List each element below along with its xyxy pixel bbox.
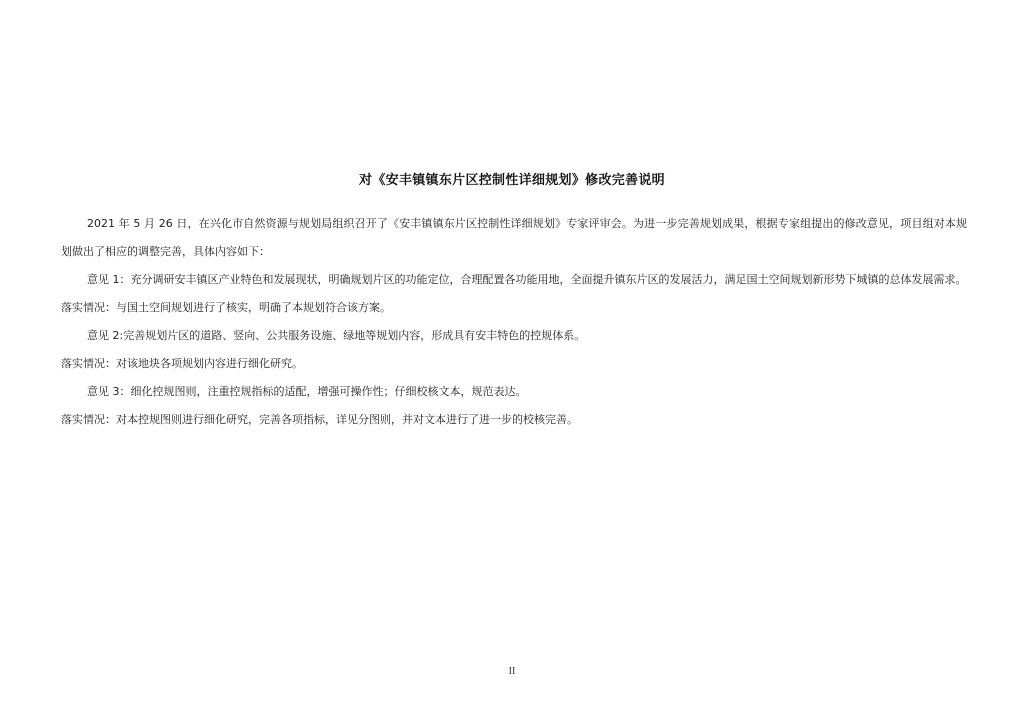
response-2-paragraph: 落实情况：对该地块各项规划内容进行细化研究。 [61,357,303,370]
opinion-1-paragraph: 意见 1：充分调研安丰镇区产业特色和发展现状，明确规划片区的功能定位，合理配置各功能用地，全面提升镇东片区的发展活力，满足国土空间规划新形势下城镇的总体发展需求。 [87,273,967,286]
response-1-paragraph: 落实情况：与国土空间规划进行了核实，明确了本规划符合该方案。 [61,301,391,314]
document-body [61,210,967,434]
opinion-3-paragraph: 意见 3：细化控规图则，注重控规指标的适配，增强可操作性；仔细校核文本，规范表达。 [87,385,527,398]
opinion-2-paragraph: 意见 2:完善规划片区的道路、竖向、公共服务设施、绿地等规划内容，形成具有安丰特色的控规体系。 [87,329,586,342]
response-3-paragraph: 落实情况：对本控规图则进行细化研究，完善各项指标，详见分图则，并对文本进行了进一步的校核完善。 [61,413,578,426]
intro-paragraph: 2021 年 5 月 26 日，在兴化市自然资源与规划局组织召开了《安丰镇镇东片区控制性详细规划》专家评审会。为进一步完善规划成果，根据专家组提出的修改意见，项目组对本规划做出了相应的调整完善，具体内容如下： [61,217,967,258]
document-title: 对《安丰镇镇东片区控制性详细规划》修改完善说明 [359,173,665,188]
page-number: II [508,666,516,677]
